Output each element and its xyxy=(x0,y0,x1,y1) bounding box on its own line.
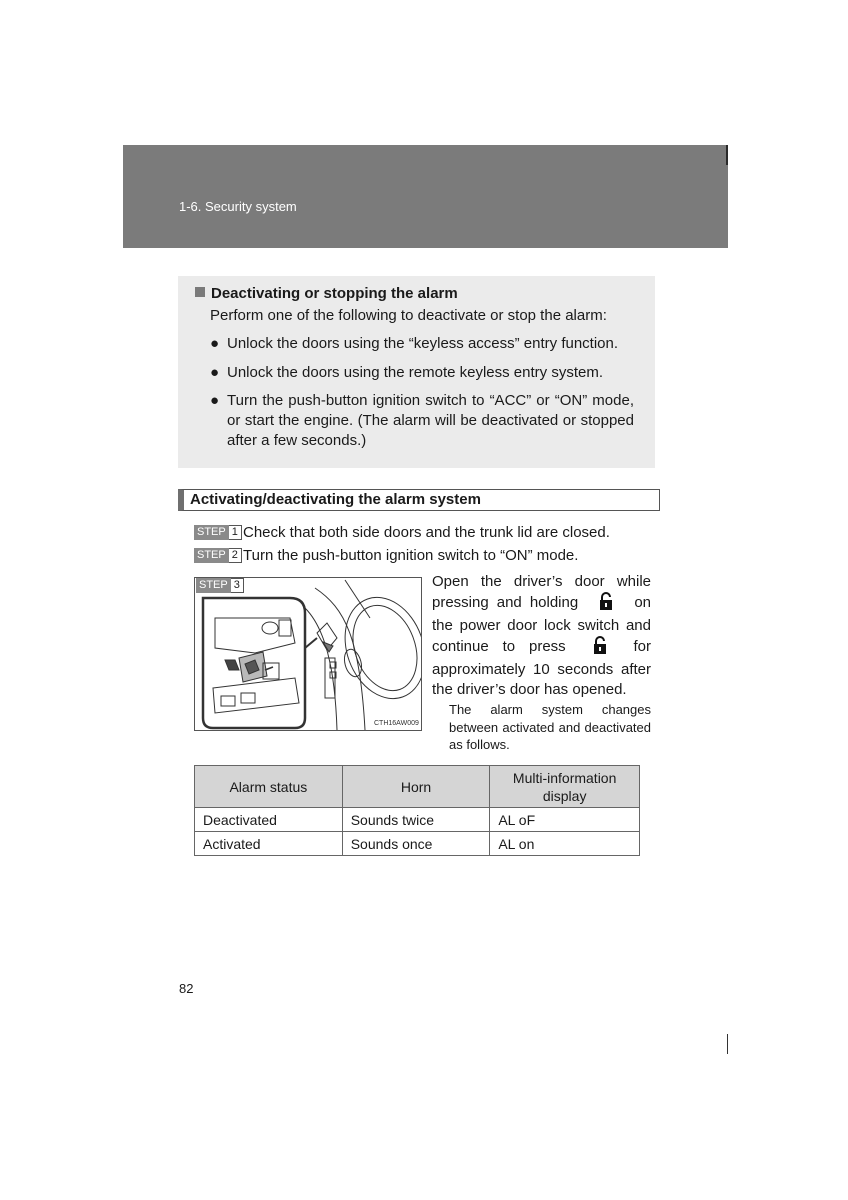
table-cell: AL oF xyxy=(490,808,640,832)
step-2-badge xyxy=(194,548,242,563)
step-number: 2 xyxy=(229,548,242,563)
note-bullet-3 xyxy=(210,391,634,451)
column-header-alarm-status: Alarm status xyxy=(195,766,343,808)
note-bullet-2 xyxy=(210,363,640,383)
square-bullet-icon xyxy=(195,287,205,297)
note-title-text: Deactivating or stopping the alarm xyxy=(211,285,458,302)
step-1-text: Check that both side doors and the trunk lid are closed. xyxy=(243,524,610,541)
header-edge-tick xyxy=(726,145,728,165)
step-3-text-c: for approximately 10 seconds after the driver’s door has opened. xyxy=(432,638,651,698)
section-heading: Activating/deactivating the alarm system xyxy=(190,491,481,508)
step-number: 3 xyxy=(231,578,244,593)
step-3-badge xyxy=(196,578,244,593)
section-label: 1-6. Security system xyxy=(179,199,297,214)
note-bullet-1 xyxy=(210,334,640,354)
unlock-icon xyxy=(580,636,620,660)
note-bullet-text: Turn the push-button ignition switch to “ACC” or “ON” mode, or start the engine. (The alarm will be deactivated or stopped after a few seconds.) xyxy=(227,392,634,449)
step-label: STEP xyxy=(194,525,229,540)
step-3-text-b: on the power door lock switch and continue to press xyxy=(432,594,652,655)
bullet-dot-icon: ● xyxy=(210,364,220,381)
table-cell: Activated xyxy=(195,832,343,856)
page-number: 82 xyxy=(179,981,194,996)
chapter-header-band xyxy=(123,145,728,248)
car-door-illustration xyxy=(195,578,421,730)
step-number: 1 xyxy=(229,525,242,540)
door-switch-illustration xyxy=(194,577,422,731)
alarm-status-table xyxy=(194,765,640,856)
note-bullet-text: Unlock the doors using the remote keyless entry system. xyxy=(227,364,603,381)
step-3-text-a: Open the driver’s door while pressing and holding xyxy=(432,573,651,611)
figure-code: CTH16AW009 xyxy=(374,720,419,727)
step-2-text: Turn the push-button ignition switch to “ON” mode. xyxy=(243,547,579,564)
sub-note: The alarm system changes between activated and deactivated as follows. xyxy=(449,702,651,752)
step-label: STEP xyxy=(196,578,231,593)
step-label: STEP xyxy=(194,548,229,563)
bullet-dot-icon: ● xyxy=(210,335,220,352)
column-header-horn: Horn xyxy=(342,766,490,808)
table-cell: Sounds twice xyxy=(342,808,490,832)
table-row xyxy=(195,808,640,832)
step-1-badge xyxy=(194,525,242,540)
note-bullet-text: Unlock the doors using the “keyless access” entry function. xyxy=(227,335,619,352)
bullet-dot-icon: ● xyxy=(210,392,220,409)
table-cell: Deactivated xyxy=(195,808,343,832)
note-intro: Perform one of the following to deactivate or stop the alarm: xyxy=(210,307,607,324)
note-title xyxy=(195,285,458,302)
step-3-text xyxy=(432,572,651,700)
table-cell: Sounds once xyxy=(342,832,490,856)
table-header-row xyxy=(195,766,640,808)
page-edge-mark xyxy=(727,1034,728,1054)
unlock-icon xyxy=(586,592,626,616)
table-row xyxy=(195,832,640,856)
table-cell: AL on xyxy=(490,832,640,856)
column-header-display: Multi-information display xyxy=(490,766,640,808)
